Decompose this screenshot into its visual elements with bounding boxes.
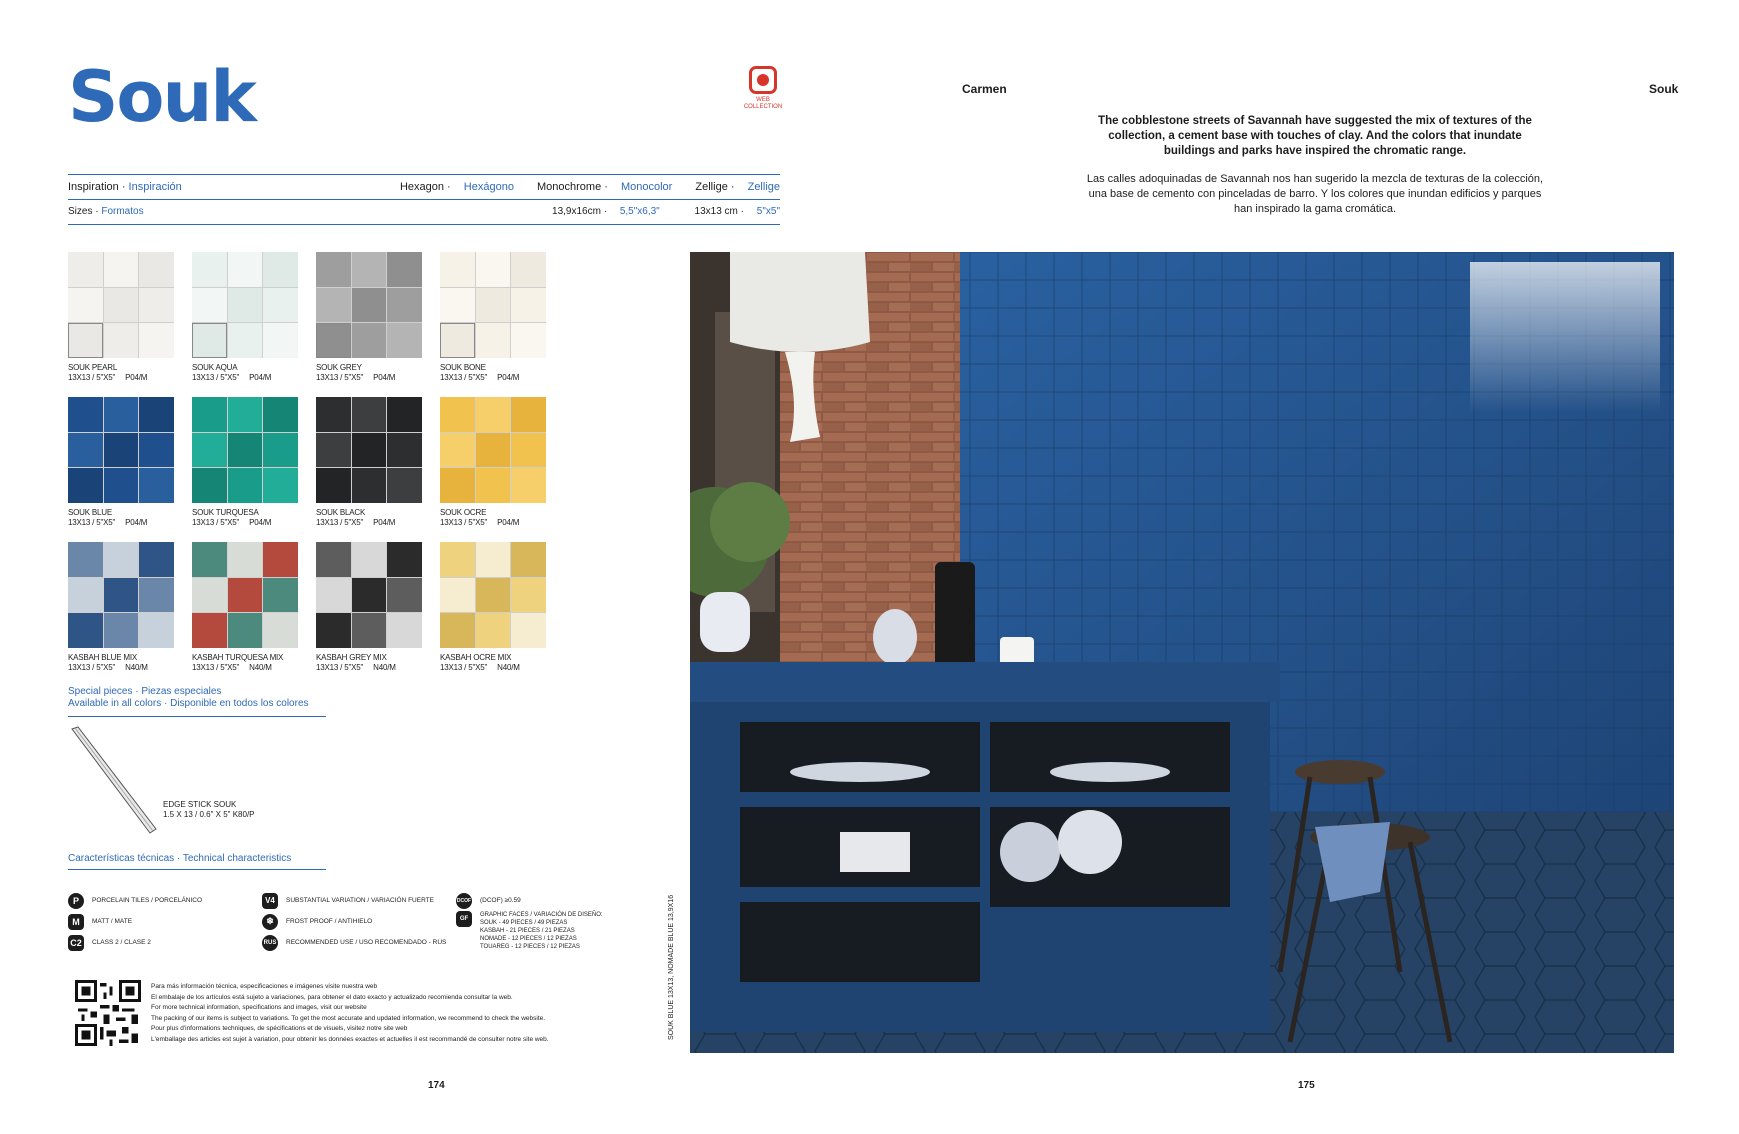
tech-item: GF GRAPHIC FACES / VARIACIÓN DE DISEÑO: SOUK - 49 PIECES / 49 PIEZAS KASBAH - 21 PIECES / 21 PIEZAS NOMADE - 12 PIECES / 12 PIEZAS TOUAREG - 12 PIECES / 12 PIEZAS — [456, 911, 656, 951]
tile-swatch-image — [192, 397, 298, 503]
tech-item: ❄ FROST PROOF / ANTIHIELO — [262, 911, 452, 932]
tile-code: N40/M — [497, 663, 520, 672]
tile-swatch-image — [316, 252, 422, 358]
tile-swatch-image — [68, 397, 174, 503]
tile-dimensions: 13X13 / 5"X5" — [68, 373, 116, 382]
tile-code: P04/M — [125, 373, 148, 382]
tile-swatch-image — [316, 542, 422, 648]
dcof-icon: DCOF — [456, 893, 472, 909]
tile-swatch-image — [68, 542, 174, 648]
tile-dimensions: 13X13 / 5"X5" — [68, 518, 116, 527]
edge-stick-label: EDGE STICK SOUK 1.5 X 13 / 0.6" X 5" K80/P — [163, 800, 255, 819]
size-1: 13,9x16cm · 5,5"x6,3" — [552, 206, 660, 217]
sizes-label: Sizes · Formatos — [68, 206, 144, 217]
frost-proof-icon: ❄ — [262, 914, 278, 930]
inspiration-label: Inspiration · Inspiración — [68, 181, 182, 193]
tile-swatch — [68, 252, 174, 383]
graphic-faces-icon: GF — [456, 911, 472, 927]
special-pieces: Special pieces · Piezas especiales Available in all colors · Disponible en todos los colores — [68, 686, 309, 709]
tile-swatch-image — [316, 397, 422, 503]
size-values — [532, 206, 780, 217]
intro-english: The cobblestone streets of Savannah have suggested the mix of textures of the collection, a cement base with touches of clay. And the colors that inundate buildings and parks have inspired the chromatic range. — [1098, 115, 1532, 157]
divider — [68, 174, 780, 175]
tile-dimensions: 13X13 / 5"X5" — [316, 518, 364, 527]
tile-name: SOUK OCRE — [440, 508, 487, 517]
page-number-right: 175 — [1298, 1080, 1315, 1091]
tile-code: P04/M — [373, 373, 396, 382]
tile-swatch — [68, 397, 174, 528]
tile-name: SOUK BLUE — [68, 508, 112, 517]
tile-swatch-image — [68, 252, 174, 358]
tile-code: P04/M — [249, 373, 272, 382]
tech-heading: Características técnicas · Technical characteristics — [68, 853, 292, 864]
tile-dimensions: 13X13 / 5"X5" — [440, 518, 488, 527]
tile-name: KASBAH BLUE MIX — [68, 653, 138, 662]
tile-name: KASBAH OCRE MIX — [440, 653, 512, 662]
tile-dimensions: 13X13 / 5"X5" — [316, 373, 364, 382]
tile-swatch — [440, 397, 546, 528]
tile-swatch-image — [192, 252, 298, 358]
divider — [68, 224, 780, 225]
tile-swatch-image — [440, 252, 546, 358]
tile-dimensions: 13X13 / 5"X5" — [192, 518, 240, 527]
tile-name: SOUK PEARL — [68, 363, 118, 372]
tile-code: P04/M — [125, 518, 148, 527]
page-number-left: 174 — [428, 1080, 445, 1091]
inspiration-row — [68, 180, 780, 194]
tile-code: P04/M — [497, 373, 520, 382]
tile-name: KASBAH TURQUESA MIX — [192, 653, 284, 662]
header-series: Souk — [1649, 82, 1679, 96]
qr-code-icon — [75, 980, 141, 1046]
badge-line1: WEB — [756, 97, 770, 103]
tile-swatch — [192, 542, 298, 673]
sizes-row — [68, 205, 780, 218]
tile-swatch — [440, 252, 546, 383]
intro-spanish: Las calles adoquinadas de Savannah nos han sugerido la mezcla de texturas de la colección, una base de cemento con pinceladas de barro. Y los colores que inundan edificios y parques han inspirado la gama cromática. — [1086, 173, 1544, 215]
matt-icon: M — [68, 914, 84, 930]
badge-line2: COLLECTION — [743, 104, 783, 110]
divider — [68, 869, 326, 870]
tile-name: KASBAH GREY MIX — [316, 653, 387, 662]
tile-name: SOUK BLACK — [316, 508, 366, 517]
tech-item: DCOF (DCOF) ≥0.59 — [456, 890, 656, 911]
tech-column-3 — [456, 890, 656, 951]
style-hexagon: Hexagon · Hexágono — [399, 181, 514, 193]
tile-dimensions: 13X13 / 5"X5" — [440, 663, 488, 672]
photo-caption: SOUK BLUE 13X13, NOMADE BLUE 13,9X16 — [668, 894, 675, 1040]
tile-swatch — [192, 252, 298, 383]
tech-item: C2 CLASS 2 / CLASE 2 — [68, 932, 258, 953]
style-monochrome: Monochrome · Monocolor — [537, 181, 673, 193]
tile-name: SOUK GREY — [316, 363, 362, 372]
tile-dimensions: 13X13 / 5"X5" — [68, 663, 116, 672]
tile-dimensions: 13X13 / 5"X5" — [316, 663, 364, 672]
tile-swatch — [192, 397, 298, 528]
tile-swatch — [440, 542, 546, 673]
tile-name: SOUK BONE — [440, 363, 486, 372]
tile-code: P04/M — [373, 518, 396, 527]
tile-code: N40/M — [373, 663, 396, 672]
tile-swatch-image — [440, 542, 546, 648]
tech-column-2 — [262, 890, 452, 953]
tile-dimensions: 13X13 / 5"X5" — [440, 373, 488, 382]
tile-name: SOUK TURQUESA — [192, 508, 259, 517]
tile-dimensions: 13X13 / 5"X5" — [192, 663, 240, 672]
porcelain-icon: P — [68, 893, 84, 909]
tech-item: P PORCELAIN TILES / PORCELÁNICO — [68, 890, 258, 911]
tile-code: P04/M — [249, 518, 272, 527]
divider — [68, 716, 326, 717]
divider — [68, 199, 780, 200]
tile-swatch — [316, 542, 422, 673]
web-collection-icon — [749, 66, 777, 94]
tile-code: N40/M — [249, 663, 272, 672]
tile-swatch — [316, 397, 422, 528]
page-title: Souk — [68, 56, 255, 138]
variation-icon: V4 — [262, 893, 278, 909]
tile-dimensions: 13X13 / 5"X5" — [192, 373, 240, 382]
tile-swatch-image — [192, 542, 298, 648]
kitchen-photo — [690, 252, 1674, 1053]
tech-item: RUS RECOMMENDED USE / USO RECOMENDADO - RUS — [262, 932, 452, 953]
recommended-use-icon: RUS — [262, 935, 278, 951]
tile-swatch-image — [440, 397, 546, 503]
style-tags — [380, 181, 780, 193]
tile-swatch — [316, 252, 422, 383]
size-2: 13x13 cm · 5"x5" — [694, 206, 780, 217]
tech-column-1 — [68, 890, 258, 953]
style-zellige: Zellige · Zellige — [695, 181, 780, 193]
tile-swatch — [68, 542, 174, 673]
tile-code: P04/M — [497, 518, 520, 527]
edge-stick-image — [70, 725, 160, 835]
tech-item: V4 SUBSTANTIAL VARIATION / VARIACIÓN FUERTE — [262, 890, 452, 911]
tile-code: N40/M — [125, 663, 148, 672]
class-icon: C2 — [68, 935, 84, 951]
footer-notes: Para más información técnica, especificaciones e imágenes visite nuestra web El embalaje de los artículos está sujeto a variaciones, para obtener el dato exacto y actualizado recomienda consultar la web. For more technical information, specifications and images, visit our website The packing of our items is subject to variations. To get the most accurate and updated information, we recommend to check the website. Pour plus d'informations techniques, de spécifications et de visuels, visitez notre site web L'emballage des articles est sujet à variation, pour obtenir les données exactes et actuelles il est recommandé de consulter notre site web. — [151, 983, 549, 1043]
tech-item: M MATT / MATE — [68, 911, 258, 932]
tile-name: SOUK AQUA — [192, 363, 238, 372]
web-collection-badge — [740, 66, 786, 111]
header-collection: Carmen — [962, 82, 1007, 96]
